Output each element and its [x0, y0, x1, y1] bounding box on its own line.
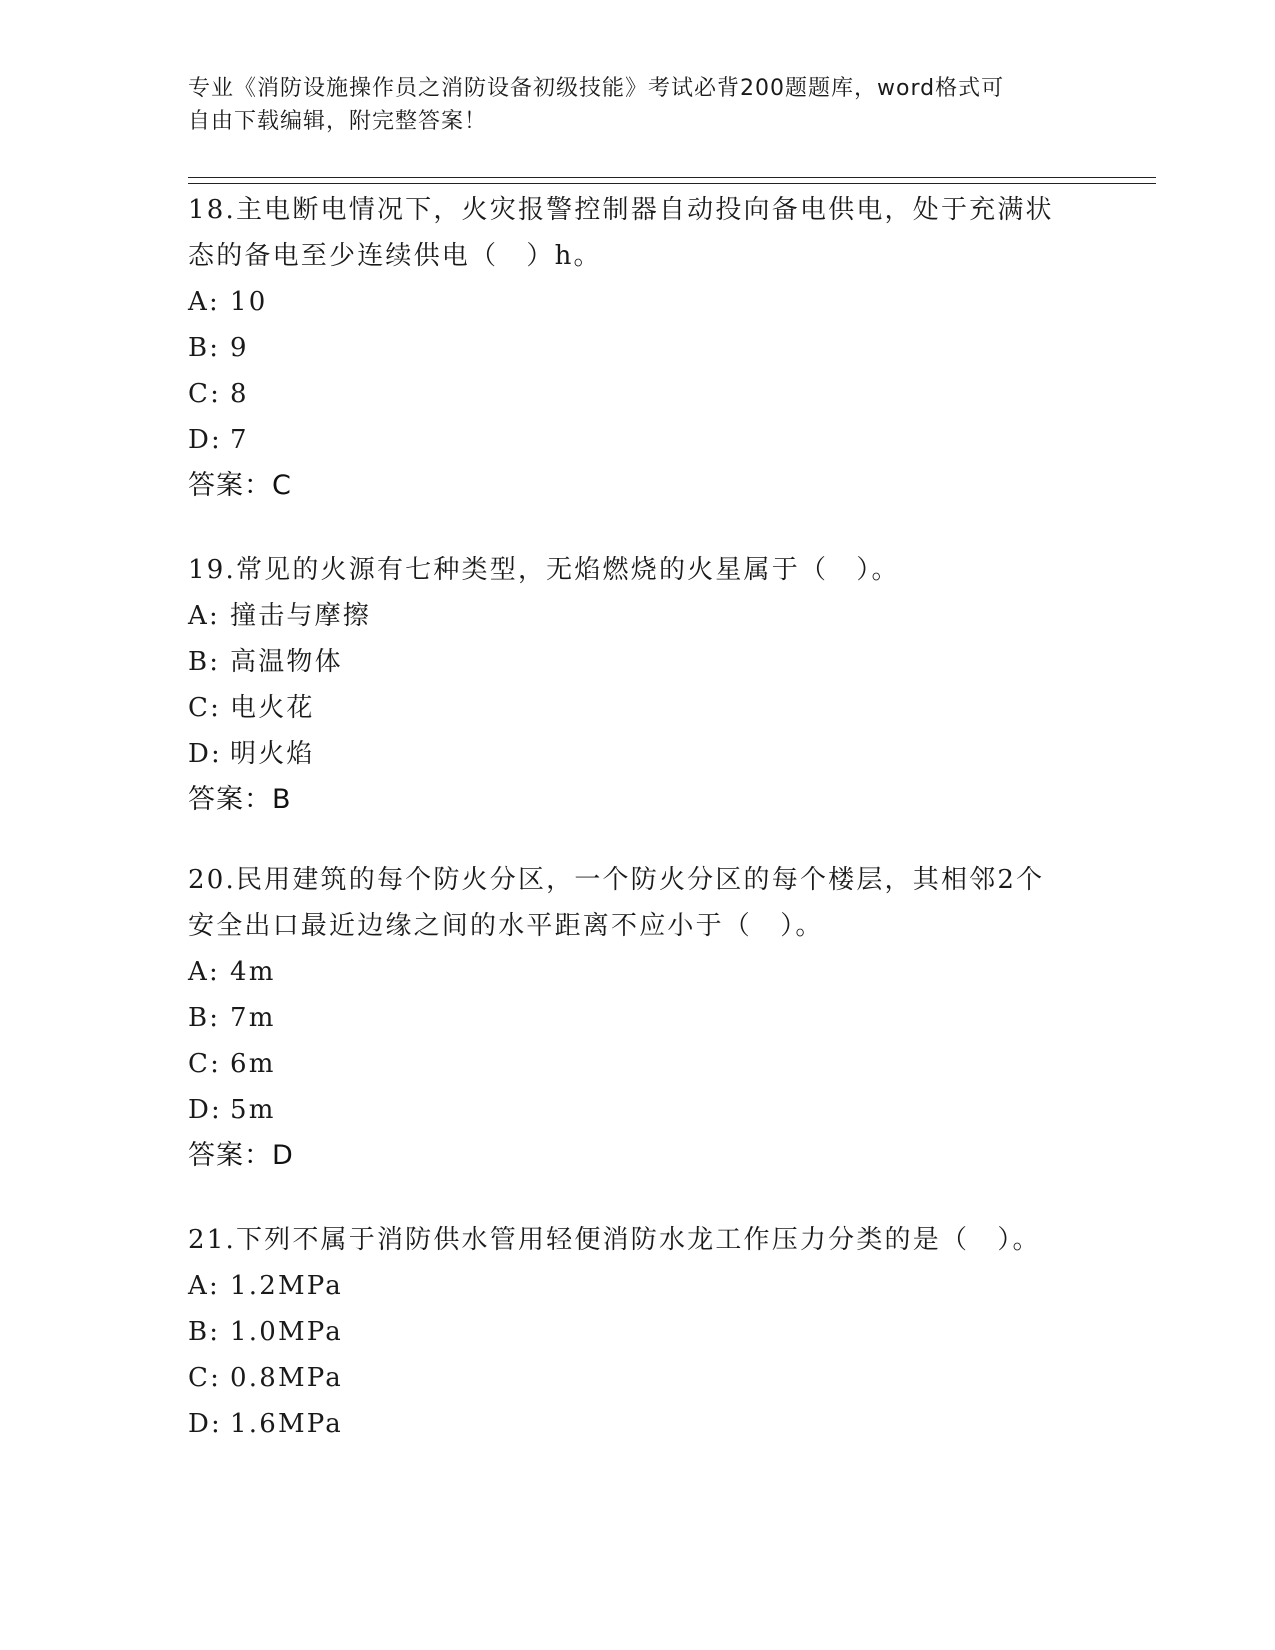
option-text: 4m: [230, 957, 276, 987]
option-key: C:: [188, 379, 222, 409]
option-text: 明火焰: [230, 739, 315, 769]
question-stem: [188, 857, 1088, 949]
option-d: [188, 1401, 1088, 1447]
option-c: [188, 1041, 1088, 1087]
option-b: [188, 995, 1088, 1041]
answer-line: 答案：D: [188, 1140, 294, 1171]
header-divider-bottom: [188, 183, 1156, 184]
answer-line: 答案：B: [188, 784, 292, 815]
option-d: [188, 417, 1088, 463]
option-key: D:: [188, 739, 223, 769]
option-key: A:: [188, 957, 220, 987]
option-key: B:: [188, 647, 221, 677]
option-key: A:: [188, 601, 220, 631]
option-text: 撞击与摩擦: [230, 601, 372, 631]
option-d: [188, 731, 1088, 777]
question-stem-line: 18.主电断电情况下，火灾报警控制器自动投向备电供电，处于充满状: [188, 195, 1054, 225]
option-key: C:: [188, 693, 222, 723]
option-text: 电火花: [230, 693, 315, 723]
option-a: [188, 593, 1088, 639]
question-stem: [188, 1217, 1088, 1263]
question-stem-line: 安全出口最近边缘之间的水平距离不应小于（ ）。: [188, 911, 824, 941]
option-key: D:: [188, 1095, 223, 1125]
option-a: [188, 949, 1088, 995]
option-text: 7: [230, 425, 249, 455]
option-text: 1.0MPa: [230, 1317, 343, 1347]
option-b: [188, 639, 1088, 685]
option-c: [188, 1355, 1088, 1401]
question-21: [188, 1217, 1088, 1447]
option-key: D:: [188, 425, 223, 455]
option-a: [188, 279, 1088, 325]
question-stem-line: 20.民用建筑的每个防火分区，一个防火分区的每个楼层，其相邻2个: [188, 865, 1045, 895]
option-text: 8: [230, 379, 249, 409]
option-c: [188, 685, 1088, 731]
question-20: [188, 857, 1088, 1179]
question-stem-line: 21.下列不属于消防供水管用轻便消防水龙工作压力分类的是（ ）。: [188, 1225, 1041, 1255]
option-text: 高温物体: [230, 647, 343, 677]
option-key: A:: [188, 287, 220, 317]
header-line-1: 专业《消防设施操作员之消防设备初级技能》考试必背200题题库，word格式可: [188, 76, 1005, 101]
option-text: 9: [230, 333, 249, 363]
option-d: [188, 1087, 1088, 1133]
header-line-2: 自由下载编辑，附完整答案！: [188, 109, 488, 134]
option-text: 7m: [230, 1003, 276, 1033]
option-text: 6m: [230, 1049, 276, 1079]
document-header: [188, 72, 1088, 138]
option-a: [188, 1263, 1088, 1309]
option-key: B:: [188, 333, 221, 363]
option-c: [188, 371, 1088, 417]
question-stem-line: 19.常见的火源有七种类型，无焰燃烧的火星属于（ ）。: [188, 555, 900, 585]
option-key: C:: [188, 1049, 222, 1079]
question-stem: [188, 547, 1088, 593]
question-19: [188, 547, 1088, 823]
header-divider-top: [188, 177, 1156, 178]
option-key: B:: [188, 1003, 221, 1033]
option-key: C:: [188, 1363, 222, 1393]
option-key: D:: [188, 1409, 223, 1439]
option-text: 10: [230, 287, 268, 317]
option-text: 5m: [230, 1095, 276, 1125]
option-text: 0.8MPa: [230, 1363, 343, 1393]
option-text: 1.6MPa: [230, 1409, 343, 1439]
option-text: 1.2MPa: [230, 1271, 343, 1301]
option-b: [188, 1309, 1088, 1355]
option-key: A:: [188, 1271, 220, 1301]
answer-line: 答案：C: [188, 470, 292, 501]
option-key: B:: [188, 1317, 221, 1347]
question-stem-line: 态的备电至少连续供电（ ）h。: [188, 241, 602, 271]
option-b: [188, 325, 1088, 371]
question-18: [188, 187, 1088, 509]
question-stem: [188, 187, 1088, 279]
